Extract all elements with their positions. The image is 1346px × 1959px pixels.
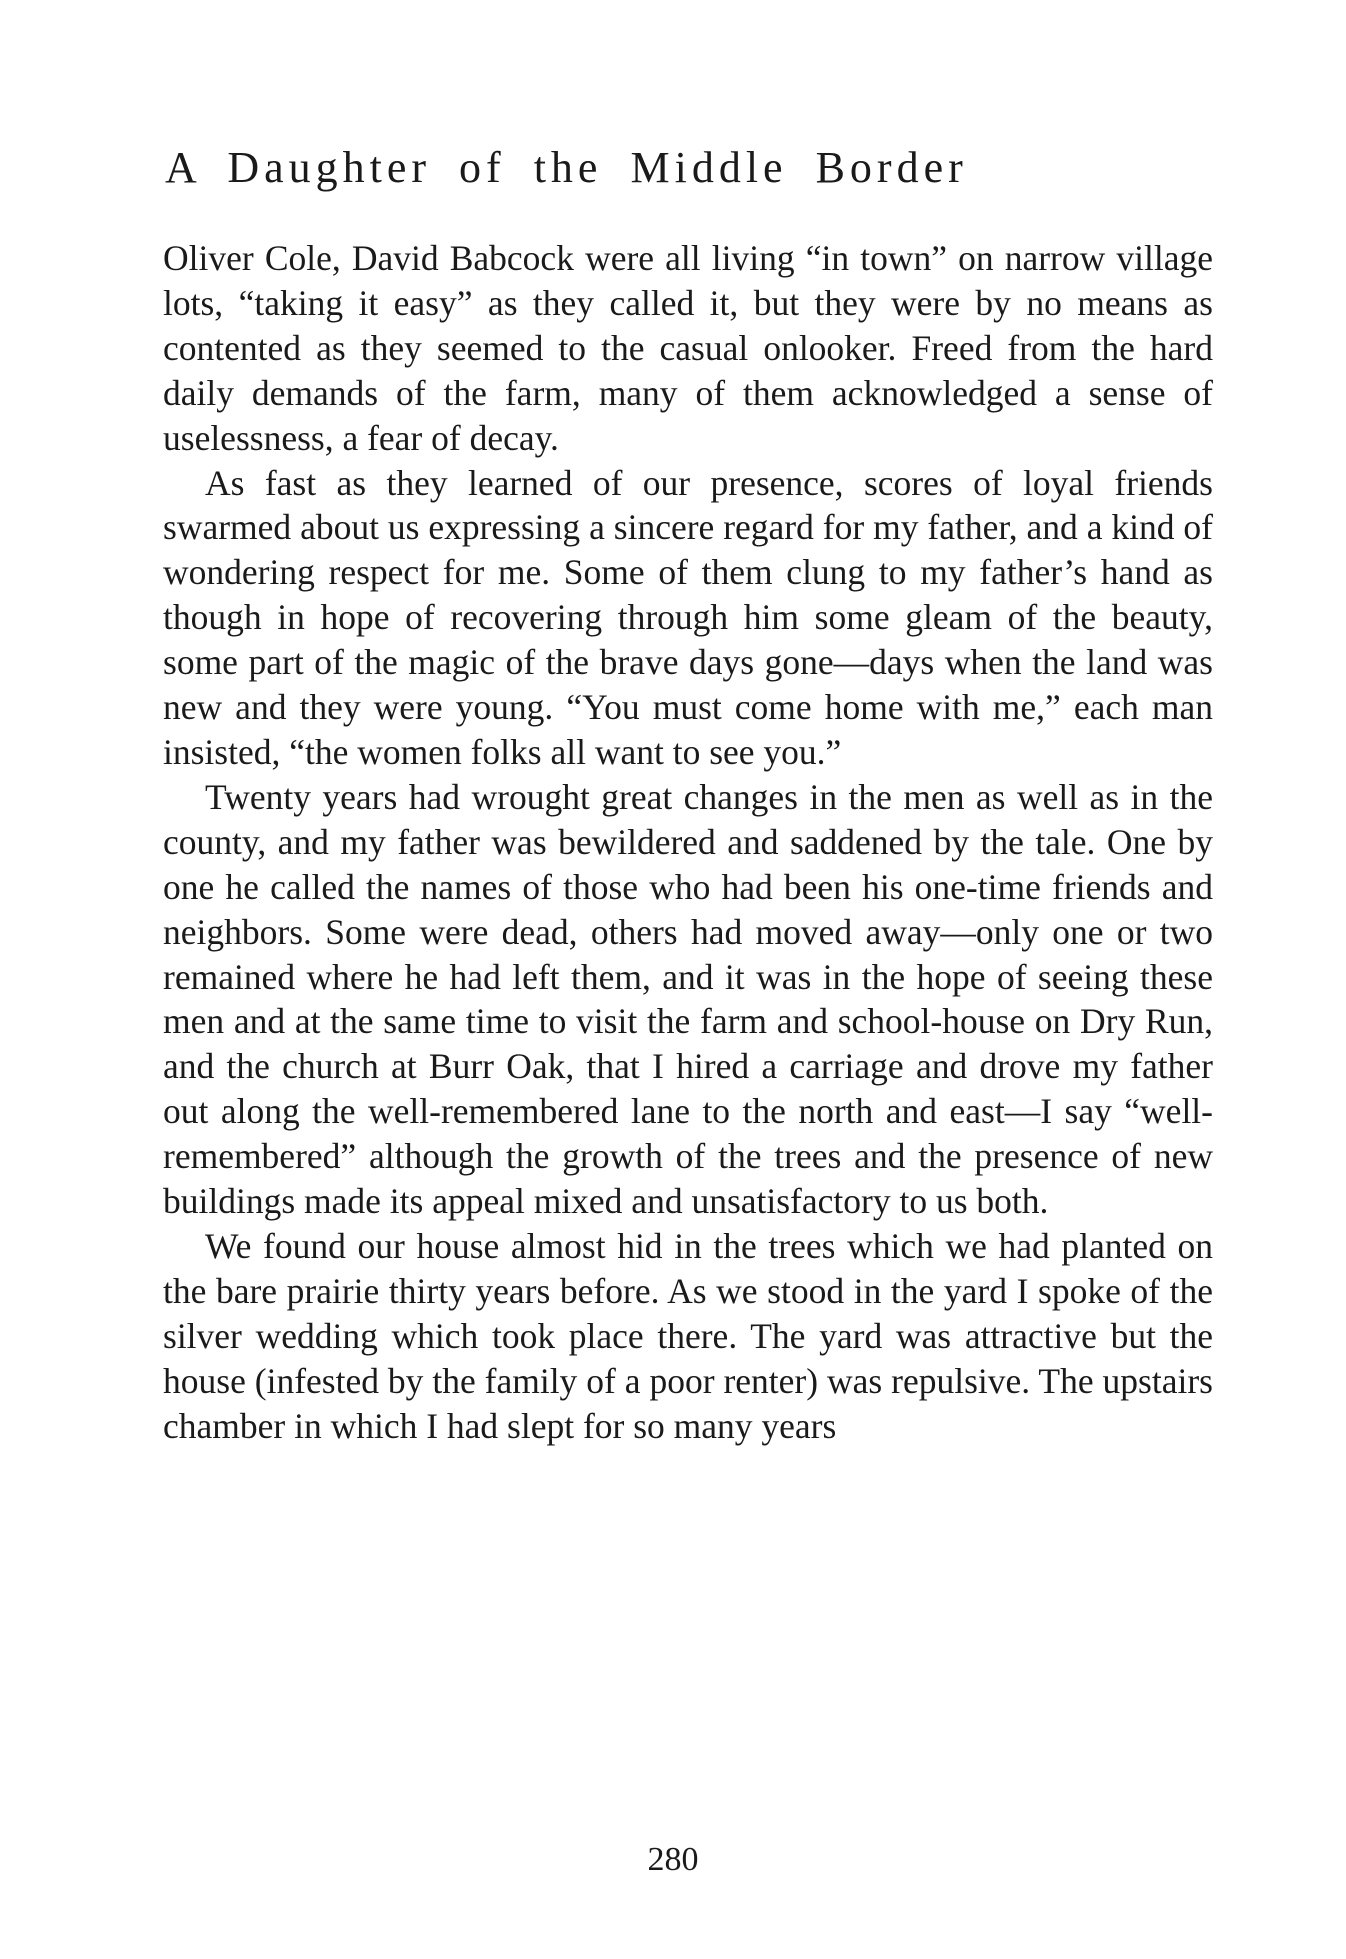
paragraph-3: Twenty years had wrought great changes in the men as well as in the county, and my father was bewildered and saddened by the tale. One by one he called the names of those who had been his one-time friends and neighbors. Some were dead, others had moved away—only one or two remained where he had left them, and it was in the hope of seeing these men and at the same time to visit the farm and school-house on Dry Run, and the church at Burr Oak, that I hired a carriage and drove my father out along the well-remembered lane to the north and east—I say “well-remembered” although the growth of the trees and the presence of new buildings made its appeal mixed and unsatisfactory to us both. <box>163 776 1213 1222</box>
paragraph-1: Oliver Cole, David Babcock were all living “in town” on narrow village lots, “taking it easy” as they called it, but they were by no means as contented as they seemed to the casual onlooker. Freed from the hard daily demands of the farm, many of them acknowledged a sense of uselessness, a fear of decay. <box>163 238 1213 458</box>
paragraph-4: We found our house almost hid in the trees which we had planted on the bare prairie thirty years before. As we stood in the yard I spoke of the silver wedding which took place there. The yard was attractive but the house (infested by the family of a poor renter) was repulsive. The upstairs chamber in which I had slept for so many years <box>163 1225 1213 1446</box>
paragraph-2: As fast as they learned of our presence, scores of loyal friends swarmed about us expressing a sincere regard for my father, and a kind of wondering respect for me. Some of them clung to my father’s hand as though in hope of recovering through him some gleam of the beauty, some part of the magic of the brave days gone—days when the land was new and they were young. “You must come home with me,” each man insisted, “the women folks all want to see you.” <box>163 462 1213 772</box>
running-head: A Daughter of the Middle Border <box>165 143 968 192</box>
page-number: 280 <box>647 1841 699 1878</box>
body-text <box>163 236 1213 1448</box>
